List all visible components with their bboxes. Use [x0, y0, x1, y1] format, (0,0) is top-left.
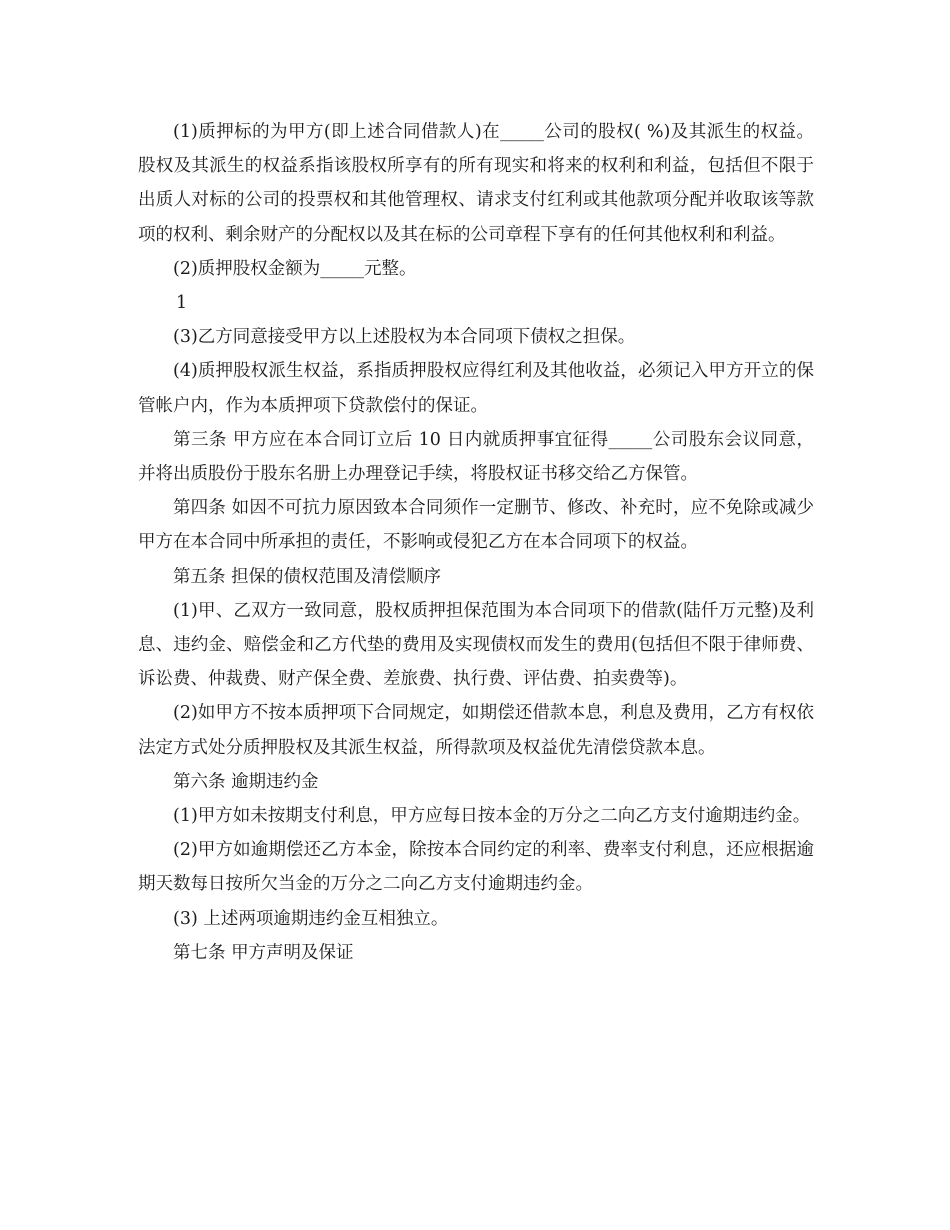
- heading-article-7: 第七条 甲方声明及保证: [173, 942, 354, 963]
- paragraph-interest-penalty: (1)甲方如未按期支付利息，甲方应每日按本金的万分之二向乙方支付逾期违约金。: [173, 806, 811, 827]
- paragraph-disposal-rights: (2)如甲方不按本质押项下合同规定，如期偿还借款本息，利息及费用，乙方有权依法定方式处分质押股权及其派生权益，所得款项及权益优先清偿贷款本息。: [138, 703, 814, 758]
- paragraph-penalty-independent: (3) 上述两项逾期违约金互相独立。: [173, 908, 449, 929]
- paragraph-article-3: 第三条 甲方应在本合同订立后 10 日内就质押事宜征得_____公司股东会议同意，并将出质股份于股东名册上办理登记手续，将股权证书移交给乙方保管。: [138, 429, 814, 485]
- paragraph-pledge-amount: (2)质押股权金额为_____元整。: [173, 258, 417, 279]
- paragraph-derived-rights: (4)质押股权派生权益，系指质押股权应得红利及其他收益，必须记入甲方开立的保管帐户内，作为本质押项下贷款偿付的保证。: [138, 361, 814, 416]
- paragraph-article-4: 第四条 如因不可抗力原因致本合同须作一定删节、修改、补充时，应不免除或减少甲方在本合同中所承担的责任，不影响或侵犯乙方在本合同项下的权益。: [138, 498, 814, 553]
- paragraph-pledge-subject: (1)质押标的为甲方(即上述合同借款人)在_____公司的股权( %)及其派生的权益。股权及其派生的权益系指该股权所享有的所有现实和将来的权利和利益，包括但不限于出质人对标的公司的投票权和其他管理权、请求支付红利或其他款项分配并收取该等款项的权利、剩余财产的分配权以及其在标的公司章程下享有的任何其他权利和利益。: [138, 122, 814, 245]
- document-body: [138, 115, 814, 970]
- paragraph-guarantee-scope: (1)甲、乙双方一致同意，股权质押担保范围为本合同项下的借款(陆仟万元整)及利息、违约金、赔偿金和乙方代垫的费用及实现债权而发生的费用(包括但不限于律师费、诉讼费、仲裁费、财产保全费、差旅费、执行费、评估费、拍卖费等)。: [138, 600, 814, 690]
- paragraph-principal-penalty: (2)甲方如逾期偿还乙方本金，除按本合同约定的利率、费率支付利息，还应根据逾期天数每日按所欠当金的万分之二向乙方支付逾期违约金。: [138, 840, 814, 895]
- paragraph-accept-guarantee: (3)乙方同意接受甲方以上述股权为本合同项下债权之担保。: [173, 327, 636, 348]
- heading-article-6: 第六条 逾期违约金: [173, 771, 319, 792]
- heading-article-5: 第五条 担保的债权范围及清偿顺序: [173, 566, 442, 587]
- page-number: 1: [176, 293, 188, 314]
